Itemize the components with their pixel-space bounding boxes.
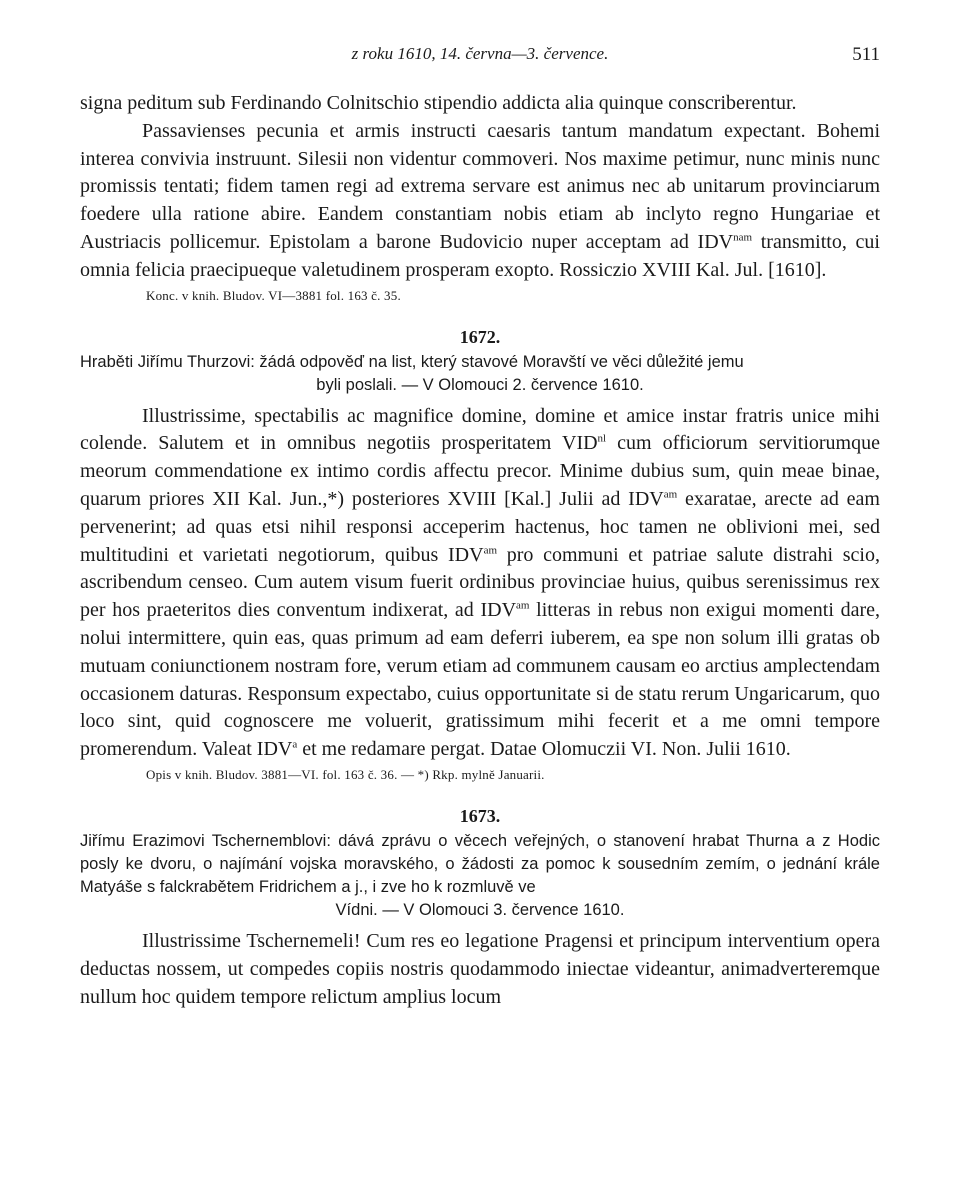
superscript: nam: [733, 231, 753, 244]
text-run: transmitto, cui omnia felicia praecipueque valetudinem prosperam exopto. Rossiczio XVIII Kal. Jul. [1610].: [80, 230, 880, 281]
superscript: nl: [597, 432, 607, 445]
superscript: a: [292, 738, 298, 751]
text-run: exaratae, arecte ad eam pervenerint; ad quas etsi nihil responsi acceperim hactenus, hoc tamen ne oblivioni mei, sed multitudini et varietati negotiorum, quibus IDV: [80, 487, 880, 566]
running-title: z roku 1610, 14. června—3. července.: [351, 44, 609, 63]
regest: [80, 830, 880, 922]
regest-date-line: Vídni. — V Olomouci 3. července 1610.: [335, 900, 625, 919]
source-note: Opis v knih. Bludov. 3881—VI. fol. 163 č. 36. — *) Rkp. mylně Januarii.: [146, 766, 545, 782]
text-run: cum officiorum servitiorumque meorum commendatione ex intimo cordis affectu precor. Minime dubius sum, quin meae binae, quarum priores XII Kal. Jun.,*) posteriores XVIII [Kal.] Julii ad IDV: [80, 432, 880, 510]
running-head: [80, 40, 880, 70]
document-number: 1672.: [459, 326, 501, 347]
text-run: Passavienses pecunia et armis instructi caesaris tantum mandatum expectant. Bohemi interea convivia instruunt. Silesii non videntur commoveri. Nos maxime petimur, nunc minis nunc promissis tentati; fidem tamen regi ad extrema servare est animus nec ab unitarum provinciarum foedere ulla ratione abire. Eandem constantiam nobis etiam ab inclyto regno Hungariae et Austriacis pollicemur. Epistolam a barone Budovicio nuper acceptam ad IDV: [80, 119, 880, 253]
page: [80, 40, 880, 1011]
page-number: 511: [852, 44, 880, 65]
continued-paragraph: [80, 90, 880, 118]
regest: [80, 351, 880, 397]
regest-text: Hraběti Jiřímu Thurzovi: žádá odpověď na list, který stavové Moravští ve věci důležité jemu: [80, 352, 744, 371]
letter-text: [80, 403, 880, 764]
letter-text: Illustrissime Tschernemeli! Cum res eo legatione Pragensi et principum interventium opera deductas nossem, ut compedes copiis nostris quodammodo iniectae videantur, animadverteremque nullum hoc quidem tempore relictum amplius locum: [80, 929, 880, 1008]
superscript: am: [663, 488, 678, 501]
text-run: Illustrissime, spectabilis ac magnifice domine, domine et amice instar fratris unice mihi colende. Salutem et in omnibus negotiis prosperitatem VID: [80, 404, 880, 455]
regest-date-line: byli poslali. — V Olomouci 2. července 1610.: [316, 375, 644, 394]
text-run: signa peditum sub Ferdinando Colnitschio stipendio addicta alia quinque conscriberentur.: [80, 92, 797, 114]
text-run: pro communi et patriae salute distrahi scio, ascribendum censeo. Cum autem visum fuerit ordinibus provinciae huius, quibus serenissimus rex per hos praeteritos dies conventum indixerat, ad IDV: [80, 543, 880, 622]
text-run: et me redamare pergat. Datae Olomuczii VI. Non. Julii 1610.: [297, 738, 791, 761]
regest-text: Jiřímu Erazimovi Tschernemblovi: dává zprávu o věcech veřejných, o stanovení hrabat Thurna a z Hodic posly ke dvoru, o najímání vojska moravského, o žádosti za pomoc k sousedním zemím, o jednání krále Matyáše s falckrabětem Fridrichem a j., i zve ho k rozmluvě ve: [80, 831, 880, 896]
text-run: litteras in rebus non exigui momenti dare, nolui intermittere, quin eas, quas primum ad eam deferri iuberem, ea spe non solum illi gratas ob mutuam coniunctionem nostram fore, verum etiam ad communem causam eo arctius amplectendam occasionem daturas. Responsum expectabo, cuius opportunitate si de statu rerum Ungaricarum, quo loco sint, quid cognoscere me voluerit, gratissimum mihi fecerit et a me omni tempore promerendum. Valeat IDV: [80, 599, 880, 761]
superscript: am: [516, 599, 530, 612]
document-number: 1673.: [459, 805, 501, 826]
source-note: Konc. v knih. Bludov. VI—3881 fol. 163 č. 35.: [146, 287, 401, 303]
superscript: am: [483, 543, 498, 556]
paragraph: [80, 118, 880, 285]
